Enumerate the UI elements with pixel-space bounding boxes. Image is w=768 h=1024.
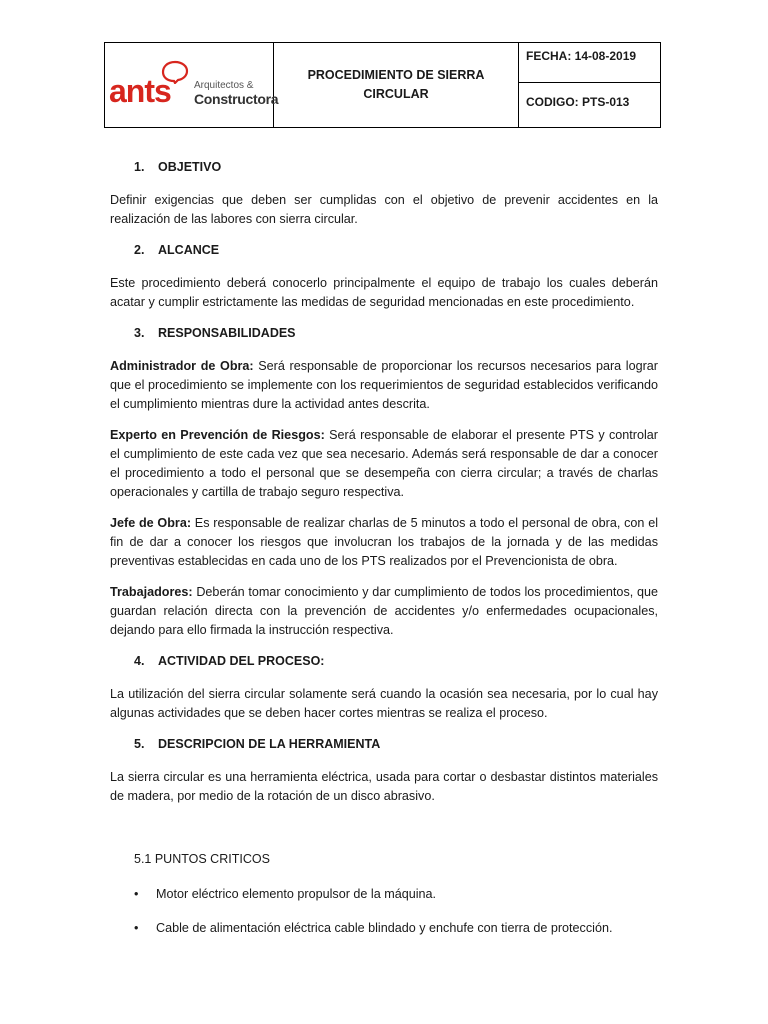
bullet-icon: • [134,887,139,901]
section-heading-actividad [110,652,658,671]
logo-tagline-big: Constructora [194,91,279,107]
section-heading-descripcion [110,735,658,754]
logo-tagline-small: Arquitectos & [194,80,254,91]
role-paragraph-administrador [110,357,658,414]
section-text-alcance: Este procedimiento deberá conocerlo principalmente el equipo de trabajo los cuales deberán acatar y cumplir estrictamente las medidas de seguridad mencionadas en este procedimiento. [110,276,658,309]
company-logo [105,43,279,127]
role-label: Trabajadores: [110,585,193,599]
logo-wordmark: ants [109,73,171,109]
list-item [134,919,658,938]
section-text-objetivo: Definir exigencias que deben ser cumplidas con el objetivo de prevenir accidentes en la realización de las labores con sierra circular. [110,193,658,226]
document-title: PROCEDIMIENTO DE SIERRA CIRCULAR [307,68,485,101]
section-number: 2. [134,243,145,257]
section-text-actividad: La utilización del sierra circular solamente será cuando la ocasión sea necesaria, por lo cual hay algunas actividades que se deben hacer cortes mientras se realiza el proceso. [110,687,658,720]
section-heading-objetivo [110,158,658,177]
role-text: Deberán tomar conocimiento y dar cumplimiento de todos los procedimientos, que guardan relación directa con la prevención de accidentes y/o enfermedades ocupacionales, dejando para ello firmada la instrucción respectiva. [110,585,658,637]
role-label: Jefe de Obra: [110,516,192,530]
document-title-cell [274,43,519,127]
list-item [134,885,658,904]
role-label: Experto en Prevención de Riesgos: [110,428,325,442]
role-paragraph-trabajadores [110,583,658,640]
section-heading-responsabilidades [110,324,658,343]
code-field: CODIGO: PTS-013 [526,94,630,109]
role-text: Es responsable de realizar charlas de 5 minutos a todo el personal de obra, con el fin de dar a conocer los riesgos que involucran los trabajos de la jornada y de las medidas preventivas establecidas en cada uno de los PTS realizados por el Prevencionista de obra. [110,516,658,568]
subsection-heading-puntos-criticos: 5.1 PUNTOS CRITICOS [134,852,270,866]
section-number: 1. [134,160,145,174]
document-header-table [104,42,661,128]
section-title: ACTIVIDAD DEL PROCESO: [158,654,325,668]
list-item-text: Motor eléctrico elemento propulsor de la máquina. [156,887,437,901]
section-number: 4. [134,654,145,668]
date-field: FECHA: 14-08-2019 [519,43,660,83]
section-title: DESCRIPCION DE LA HERRAMIENTA [158,737,381,751]
role-text: Será responsable de proporcionar los recursos necesarios para lograr que el procedimiento se implemente con los requerimientos de seguridad establecidos verificando el cumplimiento mientras dure la actividad antes descrita. [110,359,658,411]
section-number: 3. [134,326,145,340]
document-meta-cells [519,43,660,127]
bullet-icon: • [134,921,139,935]
list-item-text: Cable de alimentación eléctrica cable blindado y enchufe con tierra de protección. [156,921,613,935]
document-body [110,158,658,953]
section-title: ALCANCE [158,243,220,257]
section-number: 5. [134,737,145,751]
role-text: Será responsable de elaborar el presente PTS y controlar el cumplimiento de este cada vez que sea necesario. Además será responsable de dar a conocer el procedimiento a todo el personal que se desempeña con cierra circular; a través de charlas operacionales y cartilla de trabajo seguro respectiva. [110,428,658,499]
section-heading-alcance [110,241,658,260]
role-paragraph-jefe [110,514,658,571]
role-label: Administrador de Obra: [110,359,254,373]
section-text-descripcion: La sierra circular es una herramienta eléctrica, usada para cortar o desbastar distintos materiales de madera, por medio de la rotación de un disco abrasivo. [110,770,658,803]
role-paragraph-experto [110,426,658,502]
section-title: OBJETIVO [158,160,222,174]
section-title: RESPONSABILIDADES [158,326,296,340]
